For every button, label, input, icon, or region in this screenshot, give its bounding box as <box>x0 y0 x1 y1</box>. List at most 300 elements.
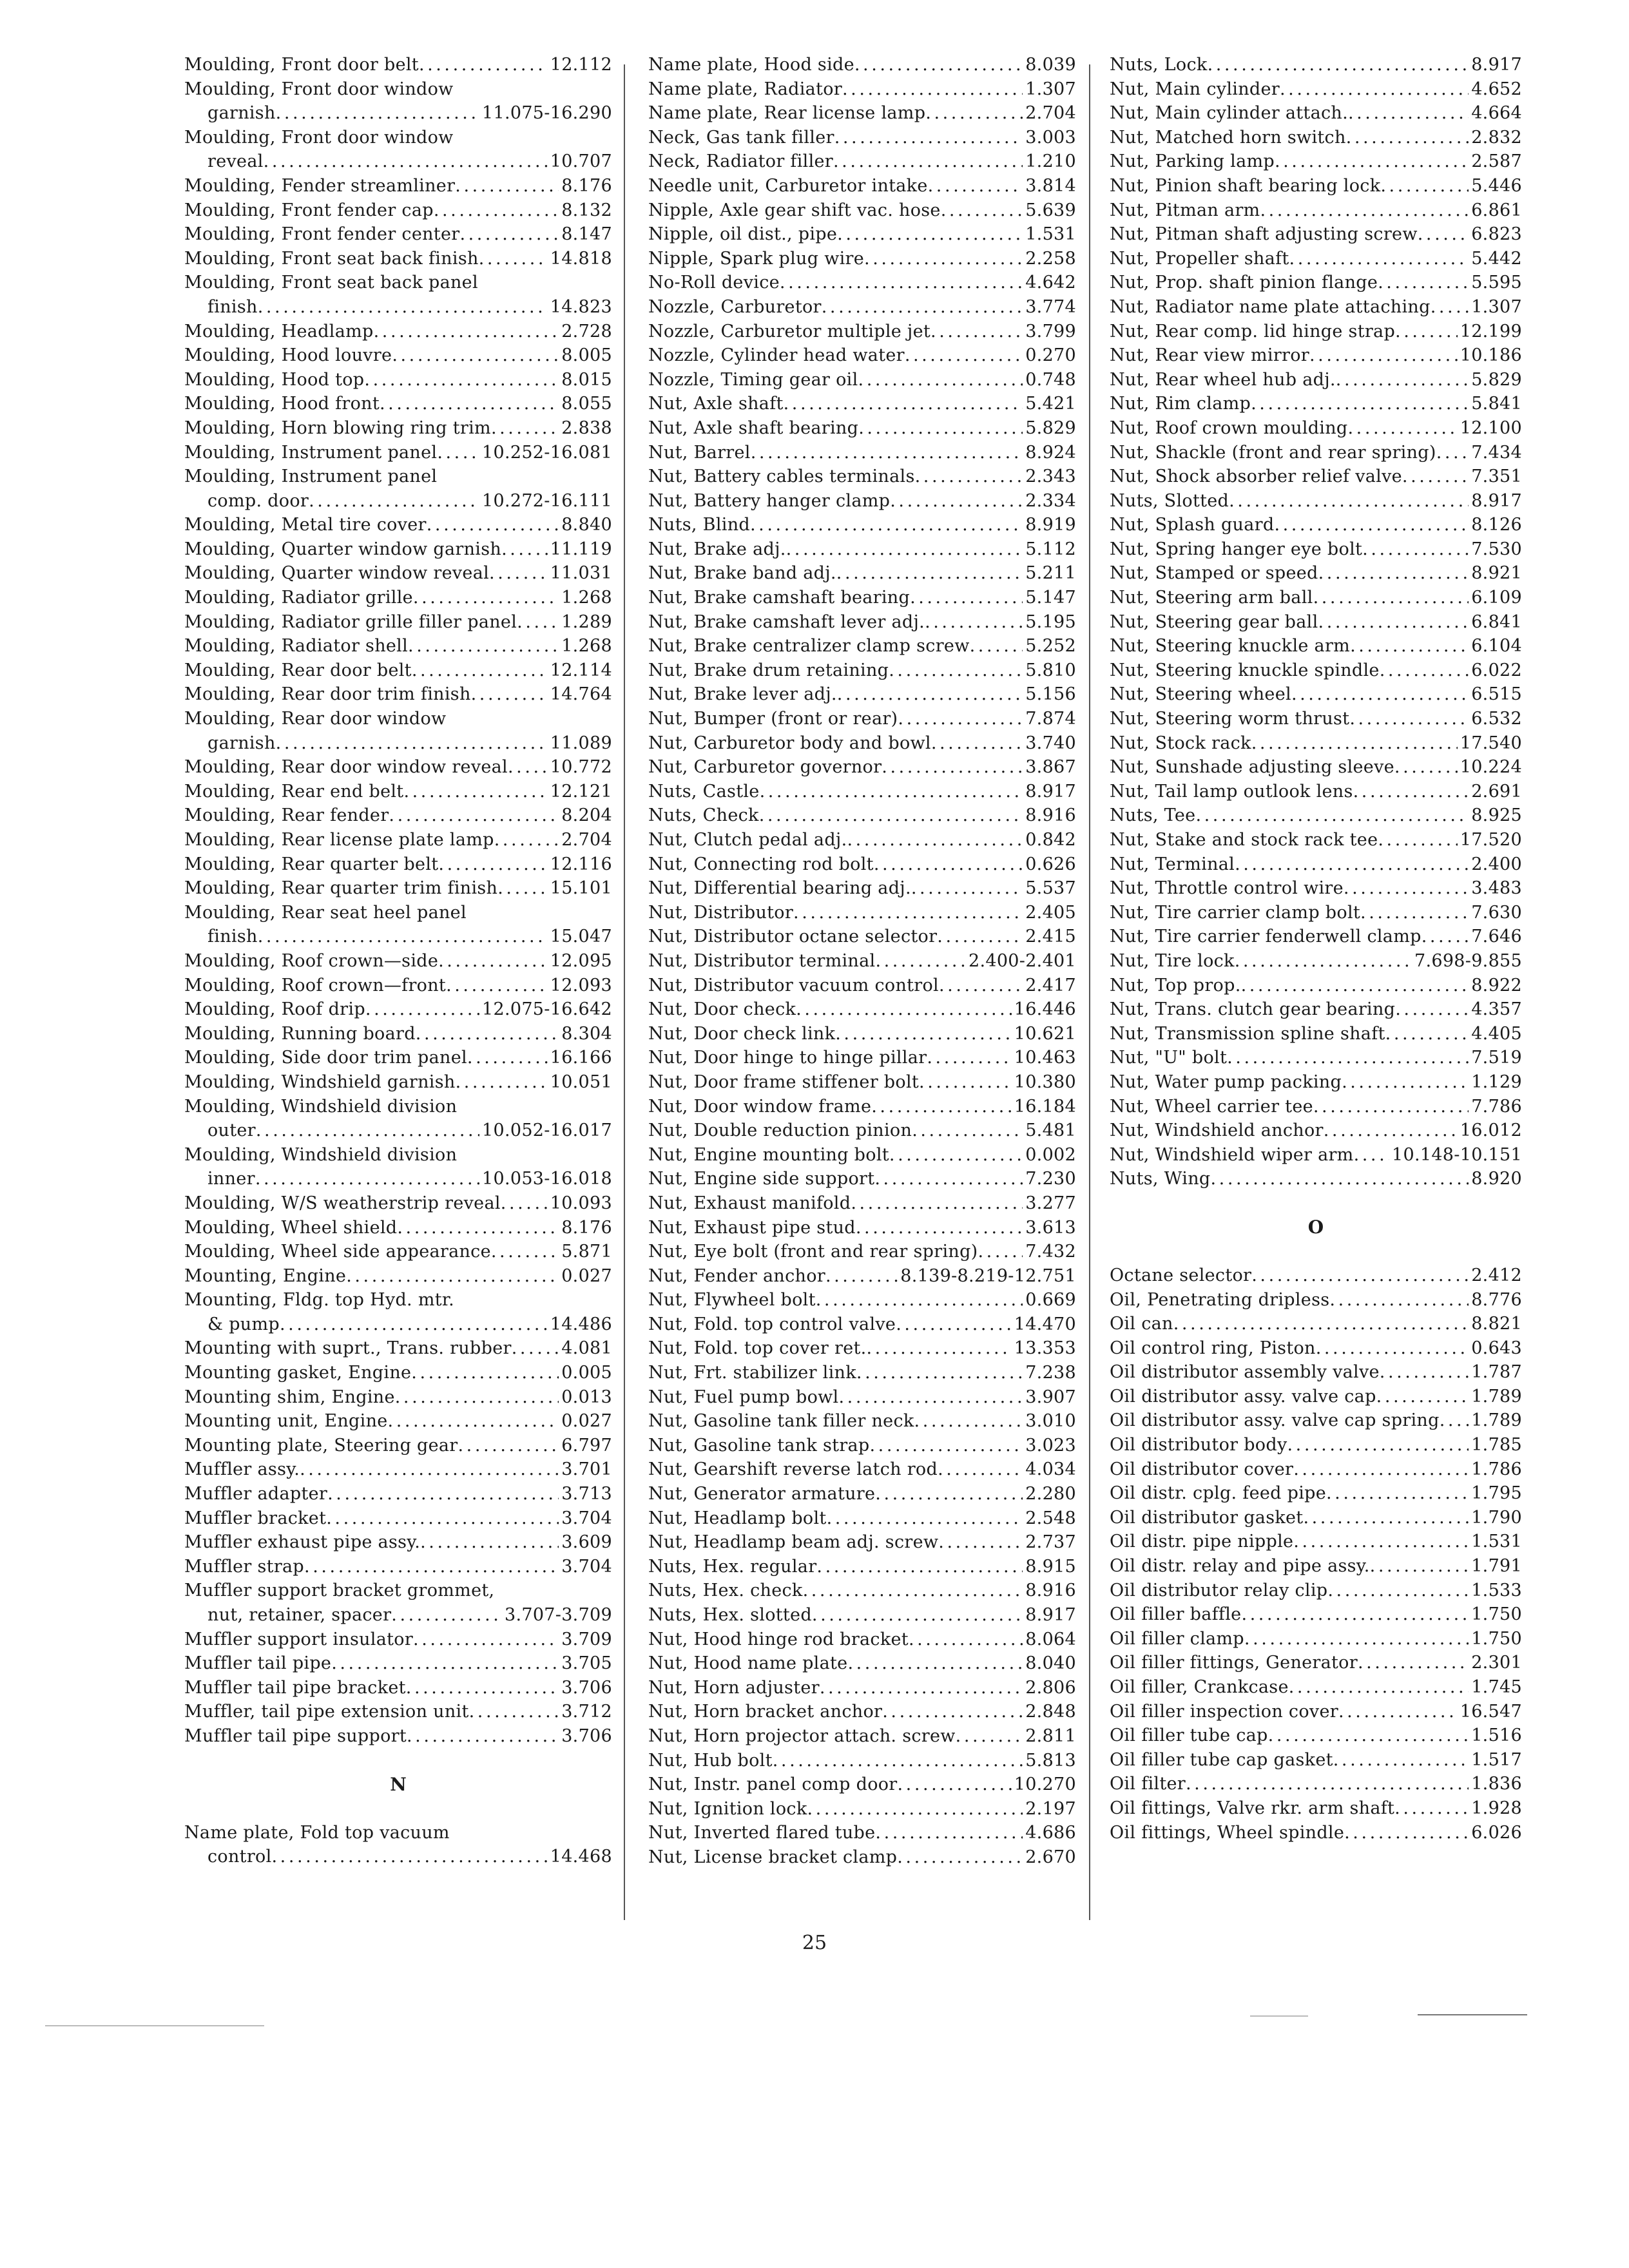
index-entry <box>184 1361 612 1385</box>
entry-label: Oil control ring, Piston <box>1110 1338 1316 1358</box>
dot-leader <box>300 1457 559 1482</box>
entry-label: Moulding, Rear door trim finish <box>184 684 471 705</box>
dot-leader <box>870 1434 1023 1458</box>
dot-leader <box>1362 537 1469 562</box>
entry-label: Nipple, Axle gear shift vac. hose <box>648 200 941 220</box>
entry-label: Moulding, Radiator grille filler panel <box>184 611 517 632</box>
entry-label: Muffler tail pipe <box>184 1653 332 1674</box>
dot-leader <box>1313 586 1469 610</box>
entry-page-ref: 1.785 <box>1471 1435 1522 1456</box>
entry-page-ref: 5.147 <box>1025 588 1076 608</box>
entry-page-ref: 5.446 <box>1471 175 1522 196</box>
dot-leader <box>833 149 1023 174</box>
index-entry <box>648 731 1076 756</box>
entry-page-ref: 0.027 <box>561 1411 612 1432</box>
index-entry <box>1110 803 1522 828</box>
dot-leader <box>1436 441 1469 465</box>
entry-label: Nut, Horn projector attach. screw <box>648 1725 956 1746</box>
entry-label: Oil filler tube cap <box>1110 1725 1268 1746</box>
entry-label: Oil filler inspection cover <box>1110 1701 1338 1722</box>
dot-leader <box>882 755 1023 780</box>
dot-leader <box>912 1119 1023 1143</box>
index-entry <box>1110 126 1522 150</box>
index-entry <box>648 1119 1076 1143</box>
entry-label: & pump <box>207 1314 280 1334</box>
index-entry <box>648 101 1076 126</box>
entry-page-ref: 8.916 <box>1025 1581 1076 1601</box>
dot-leader <box>459 222 559 247</box>
entry-label: Nut, Trans. clutch gear bearing <box>1110 999 1396 1020</box>
index-entry <box>648 707 1076 731</box>
dot-leader <box>1422 925 1469 949</box>
dot-leader <box>272 1845 548 1869</box>
index-entry <box>184 1651 612 1676</box>
entry-page-ref: 3.740 <box>1025 733 1076 753</box>
index-entry <box>648 1022 1076 1046</box>
entry-page-ref: 5.829 <box>1025 418 1076 438</box>
dot-leader <box>1210 1167 1469 1191</box>
entry-label: Moulding, Rear door belt <box>184 660 412 680</box>
index-entry <box>184 1022 612 1046</box>
dot-leader <box>446 974 548 998</box>
entry-page-ref: 1.787 <box>1471 1362 1522 1383</box>
dot-leader <box>1251 392 1469 416</box>
dot-leader <box>419 53 548 77</box>
index-entry <box>648 1482 1076 1506</box>
entry-heading: Name plate, Fold top vacuum <box>184 1822 450 1843</box>
index-entry <box>648 1095 1076 1119</box>
entry-label: Oil distributor assy. valve cap spring <box>1110 1410 1440 1431</box>
dot-leader <box>1289 247 1469 271</box>
entry-page-ref: 4.034 <box>1025 1459 1076 1480</box>
index-entry <box>184 537 612 562</box>
entry-label: Nuts, Blind <box>648 515 750 535</box>
index-entry <box>648 658 1076 683</box>
index-entry <box>1110 101 1522 126</box>
entry-page-ref: 12.116 <box>550 854 612 874</box>
entry-label: Nut, Distributor terminal <box>648 950 876 971</box>
entry-page-ref: 1.533 <box>1471 1580 1522 1600</box>
dot-leader <box>834 126 1023 150</box>
entry-label: Nut, Axle shaft bearing <box>648 418 859 438</box>
index-entry <box>1110 489 1522 514</box>
index-entry <box>1110 271 1522 295</box>
entry-page-ref: 0.270 <box>1025 345 1076 366</box>
index-entry <box>1110 1288 1522 1312</box>
dot-leader <box>1318 610 1469 635</box>
dot-leader <box>937 925 1023 949</box>
dot-leader <box>416 1022 559 1046</box>
index-entry <box>648 126 1076 150</box>
dot-leader <box>836 561 1023 586</box>
entry-label: Moulding, Rear quarter belt <box>184 854 439 874</box>
index-entry <box>184 610 612 635</box>
dot-leader <box>346 1264 559 1289</box>
index-entry <box>1110 1167 1522 1191</box>
entry-page-ref: 8.204 <box>561 805 612 826</box>
dot-leader <box>1395 320 1458 344</box>
dot-leader <box>1380 1360 1469 1385</box>
entry-page-ref: 8.139-8.219-12.751 <box>900 1265 1076 1286</box>
entry-label: Oil filler tube cap gasket <box>1110 1749 1333 1770</box>
index-entry <box>1110 1748 1522 1773</box>
entry-page-ref: 7.646 <box>1471 927 1522 947</box>
index-column-2 <box>648 53 1076 1870</box>
entry-label: Muffler bracket <box>184 1508 327 1528</box>
entry-label: Oil distributor assy. valve cap <box>1110 1386 1376 1407</box>
entry-label: Moulding, Rear end belt <box>184 781 404 802</box>
index-entry <box>648 1361 1076 1385</box>
dot-leader <box>816 1288 1023 1312</box>
entry-heading: Moulding, Front door window <box>184 127 454 148</box>
dot-leader <box>1394 755 1458 780</box>
index-entry <box>184 1482 612 1506</box>
entry-page-ref: 1.750 <box>1471 1604 1522 1625</box>
entry-page-ref: 10.272-16.111 <box>482 490 612 511</box>
entry-label: Moulding, Radiator shell <box>184 636 409 657</box>
column-divider <box>624 64 625 1920</box>
index-entry <box>1110 1312 1522 1336</box>
entry-page-ref: 8.915 <box>1025 1556 1076 1577</box>
entry-label: Muffler tail pipe bracket <box>184 1677 406 1698</box>
entry-page-ref: 14.764 <box>550 684 612 705</box>
dot-leader <box>1431 295 1469 320</box>
index-entry <box>184 974 612 998</box>
index-entry <box>1110 828 1522 852</box>
entry-label: Moulding, Horn blowing ring trim <box>184 418 491 438</box>
entry-page-ref: 3.701 <box>561 1459 612 1480</box>
index-entry <box>648 1409 1076 1434</box>
entry-label: Nut, Throttle control wire <box>1110 878 1344 899</box>
entry-page-ref: 5.442 <box>1471 248 1522 269</box>
entry-page-ref: 10.380 <box>1014 1072 1076 1092</box>
entry-label: Nut, Horn bracket anchor <box>648 1702 883 1722</box>
entry-page-ref: 16.184 <box>1014 1096 1076 1117</box>
entry-label: Nut, Brake drum retaining <box>648 660 889 680</box>
entry-page-ref: 7.698-9.855 <box>1414 950 1522 971</box>
entry-page-ref: 3.706 <box>561 1677 612 1698</box>
dot-leader <box>1280 77 1469 102</box>
dot-leader <box>389 803 559 828</box>
index-entry <box>184 1385 612 1410</box>
entry-label: Moulding, W/S weatherstrip reveal <box>184 1193 501 1213</box>
entry-page-ref: 2.280 <box>1025 1484 1076 1504</box>
entry-label: Nut, Steering worm thrust <box>1110 709 1350 729</box>
index-entry <box>648 586 1076 610</box>
entry-label: Nut, Door check link <box>648 1023 836 1044</box>
entry-page-ref: 0.005 <box>561 1363 612 1383</box>
dot-leader <box>898 707 1023 731</box>
index-entry <box>648 610 1076 635</box>
entry-page-ref: 8.304 <box>561 1023 612 1044</box>
index-entry <box>1110 1143 1522 1168</box>
entry-page-ref: 15.101 <box>550 878 612 899</box>
dot-leader <box>1195 803 1469 828</box>
entry-label: Moulding, Running board <box>184 1023 416 1044</box>
entry-label: Nut, Pitman arm <box>1110 200 1260 220</box>
entry-page-ref: 0.748 <box>1025 369 1076 390</box>
entry-label: Nuts, Hex. check <box>648 1581 803 1601</box>
dot-leader <box>896 1312 1012 1337</box>
dot-leader <box>1380 658 1469 683</box>
index-entry <box>648 1555 1076 1579</box>
entry-page-ref: 5.421 <box>1025 394 1076 414</box>
entry-page-ref: 12.095 <box>550 950 612 971</box>
index-entry <box>184 1628 612 1652</box>
index-entry <box>648 925 1076 949</box>
dot-leader <box>1293 1457 1469 1482</box>
index-entry <box>1110 1651 1522 1675</box>
index-entry <box>648 901 1076 925</box>
entry-page-ref: 2.412 <box>1471 1265 1522 1285</box>
entry-page-ref: 8.126 <box>1471 515 1522 535</box>
dot-leader <box>1358 1651 1469 1675</box>
entry-label: Moulding, Front seat back finish <box>184 248 479 269</box>
entry-label: nut, retainer, spacer <box>207 1605 392 1625</box>
entry-page-ref: 2.400-2.401 <box>968 950 1076 971</box>
index-entry <box>648 295 1076 320</box>
dot-leader <box>911 876 1023 901</box>
index-entry <box>184 1288 612 1336</box>
dot-leader <box>501 1191 548 1216</box>
index-entry <box>1110 1046 1522 1070</box>
entry-label: Nut, Steering knuckle arm <box>1110 636 1351 657</box>
entry-page-ref: 6.022 <box>1471 660 1522 680</box>
index-entry <box>184 1530 612 1555</box>
index-entry <box>184 416 612 441</box>
index-entry <box>648 1749 1076 1773</box>
entry-heading: Moulding, Front door window <box>184 79 454 99</box>
entry-label: Nut, Clutch pedal adj. <box>648 830 847 850</box>
entry-page-ref: 8.005 <box>561 345 612 366</box>
dot-leader <box>1316 1336 1469 1361</box>
dot-leader <box>469 1700 559 1724</box>
entry-label: Muffler adapter <box>184 1484 328 1504</box>
index-entry <box>184 1240 612 1264</box>
entry-label: Nuts, Hex. regular <box>648 1556 817 1577</box>
entry-label: Neck, Gas tank filler <box>648 127 834 148</box>
index-entry <box>1110 707 1522 731</box>
dot-leader <box>309 489 479 514</box>
index-entry <box>1110 1264 1522 1288</box>
entry-page-ref: 10.224 <box>1460 757 1522 778</box>
entry-label: Oil filler baffle <box>1110 1604 1242 1625</box>
dot-leader <box>858 416 1023 441</box>
entry-label: Moulding, Instrument panel <box>184 442 438 463</box>
entry-page-ref: 3.609 <box>561 1532 612 1553</box>
entry-label: Moulding, Rear fender <box>184 805 389 826</box>
dot-leader <box>1251 731 1458 756</box>
dot-leader <box>1318 561 1469 586</box>
dot-leader <box>420 1530 559 1555</box>
dot-leader <box>1344 876 1469 901</box>
dot-leader <box>264 149 548 174</box>
entry-page-ref: 2.405 <box>1025 902 1076 923</box>
entry-page-ref: 6.109 <box>1471 588 1522 608</box>
entry-label: Oil filler fittings, Generator <box>1110 1653 1358 1673</box>
entry-label: Nut, Barrel <box>648 442 751 463</box>
entry-label: outer <box>207 1120 256 1141</box>
dot-leader <box>1360 901 1469 925</box>
entry-page-ref: 4.686 <box>1025 1823 1076 1843</box>
entry-label: Nut, Carburetor governor <box>648 757 882 778</box>
entry-label: Nut, Distributor octane selector <box>648 927 938 947</box>
entry-page-ref: 11.119 <box>550 539 612 559</box>
entry-label: Nut, Water pump packing <box>1110 1072 1342 1092</box>
dot-leader <box>939 974 1023 998</box>
index-entry <box>648 368 1076 392</box>
entry-label: comp. door <box>207 490 309 511</box>
index-entry <box>184 198 612 223</box>
entry-page-ref: 2.400 <box>1471 854 1522 874</box>
entry-label: Nut, Rim clamp <box>1110 394 1251 414</box>
dot-leader <box>822 295 1023 320</box>
entry-label: Nut, Double reduction pinion <box>648 1120 912 1141</box>
entry-heading: Muffler support bracket grommet, <box>184 1581 495 1601</box>
entry-label: Nut, Transmission spline shaft <box>1110 1023 1385 1044</box>
scan-mark <box>45 2025 264 2026</box>
dot-leader <box>1326 1481 1469 1506</box>
entry-page-ref: 3.814 <box>1025 175 1076 196</box>
index-entry <box>1110 222 1522 247</box>
entry-page-ref: 10.148-10.151 <box>1392 1144 1522 1165</box>
index-entry <box>1110 949 1522 974</box>
entry-page-ref: 10.051 <box>550 1072 612 1092</box>
entry-page-ref: 8.840 <box>561 515 612 535</box>
entry-page-ref: 3.774 <box>1025 296 1076 317</box>
entry-label: Nut, Main cylinder <box>1110 79 1280 99</box>
entry-label: Nut, Top prop. <box>1110 975 1241 995</box>
entry-label: Nut, Shackle (front and rear spring) <box>1110 442 1436 463</box>
entry-page-ref: 8.176 <box>561 175 612 196</box>
index-entry <box>1110 537 1522 562</box>
dot-leader <box>438 852 547 877</box>
entry-page-ref: 16.446 <box>1014 999 1076 1020</box>
dot-leader <box>1402 465 1469 489</box>
index-entry <box>648 77 1076 102</box>
entry-label: Oil distr. cplg. feed pipe <box>1110 1483 1327 1504</box>
dot-leader <box>1385 1022 1469 1046</box>
dot-leader <box>838 1385 1023 1410</box>
entry-label: Nut, Battery hanger clamp <box>648 490 891 511</box>
dot-leader <box>919 1070 1012 1095</box>
dot-leader <box>851 1191 1023 1216</box>
entry-page-ref: 1.210 <box>1025 151 1076 172</box>
dot-leader <box>276 101 479 126</box>
entry-page-ref: 5.112 <box>1025 539 1076 559</box>
entry-label: Oil distributor relay clip <box>1110 1580 1328 1600</box>
entry-label: Nut, Exhaust pipe stud <box>648 1217 856 1238</box>
index-entry <box>1110 149 1522 174</box>
entry-page-ref: 1.795 <box>1471 1483 1522 1504</box>
entry-label: control <box>207 1847 272 1867</box>
entry-page-ref: 8.776 <box>1471 1289 1522 1310</box>
index-entry <box>1110 295 1522 320</box>
entry-label: Nuts, Hex. slotted <box>648 1605 812 1625</box>
index-entry <box>648 1628 1076 1652</box>
index-entry <box>1110 1530 1522 1554</box>
entry-page-ref: 2.587 <box>1471 151 1522 172</box>
entry-page-ref: 2.728 <box>561 321 612 341</box>
index-entry <box>648 755 1076 780</box>
dot-leader <box>326 1506 559 1531</box>
index-entry <box>184 1457 612 1482</box>
entry-page-ref: 13.353 <box>1014 1338 1076 1359</box>
index-entry <box>184 901 612 949</box>
dot-leader <box>456 1070 548 1095</box>
entry-page-ref: 0.842 <box>1025 830 1076 850</box>
entry-page-ref: 10.093 <box>550 1193 612 1213</box>
dot-leader <box>760 780 1023 804</box>
dot-leader <box>1244 1627 1469 1651</box>
scan-mark <box>1418 2014 1527 2015</box>
index-entry <box>648 343 1076 368</box>
index-entry <box>648 997 1076 1022</box>
entry-page-ref: 2.258 <box>1025 248 1076 269</box>
index-entry <box>1110 1700 1522 1724</box>
entry-heading: Moulding, Front seat back panel <box>184 273 478 293</box>
dot-leader <box>820 1676 1023 1700</box>
entry-label: Nut, Headlamp beam adj. screw <box>648 1532 939 1553</box>
index-entry <box>648 441 1076 465</box>
index-entry <box>184 513 612 537</box>
dot-leader <box>280 1312 548 1337</box>
dot-leader <box>438 949 548 974</box>
entry-page-ref: 10.772 <box>550 757 612 778</box>
entry-page-ref: 2.197 <box>1025 1798 1076 1819</box>
entry-page-ref: 1.789 <box>1471 1410 1522 1431</box>
dot-leader <box>1378 828 1457 852</box>
index-entry <box>648 1143 1076 1168</box>
dot-leader <box>395 1385 559 1410</box>
entry-page-ref: 8.917 <box>1471 55 1522 75</box>
entry-label: Nut, Brake band adj. <box>648 563 836 584</box>
index-entry <box>1110 997 1522 1022</box>
index-entry <box>648 1797 1076 1821</box>
index-entry <box>1110 441 1522 465</box>
entry-label: Oil distributor gasket <box>1110 1507 1304 1528</box>
section-letter: O <box>1307 1216 1324 1238</box>
entry-page-ref: 8.015 <box>561 369 612 390</box>
entry-label: Muffler tail pipe support <box>184 1725 407 1746</box>
dot-leader <box>1348 101 1469 126</box>
entry-page-ref: 1.789 <box>1471 1386 1522 1407</box>
dot-leader <box>1251 1264 1469 1288</box>
entry-label: Mounting, Engine <box>184 1265 347 1286</box>
entry-label: Moulding, Wheel shield <box>184 1217 398 1238</box>
dot-leader <box>1309 343 1458 368</box>
index-entry <box>1110 1385 1522 1409</box>
dot-leader <box>388 1409 559 1434</box>
dot-leader <box>1293 1530 1469 1554</box>
index-entry <box>648 1385 1076 1410</box>
dot-leader <box>304 1555 559 1579</box>
index-entry <box>184 876 612 901</box>
entry-page-ref: 8.064 <box>1025 1629 1076 1649</box>
dot-leader <box>1275 149 1469 174</box>
entry-label: Nut, Parking lamp <box>1110 151 1275 172</box>
entry-label: Nut, Carburetor body and bowl <box>648 733 931 753</box>
index-entry <box>648 1046 1076 1070</box>
dot-leader <box>1395 997 1469 1022</box>
dot-leader <box>847 1651 1023 1676</box>
index-entry <box>1110 343 1522 368</box>
index-entry <box>648 1724 1076 1749</box>
index-entry <box>648 489 1076 514</box>
dot-leader <box>471 682 548 707</box>
entry-page-ref: 1.268 <box>561 636 612 657</box>
index-entry <box>648 1773 1076 1797</box>
